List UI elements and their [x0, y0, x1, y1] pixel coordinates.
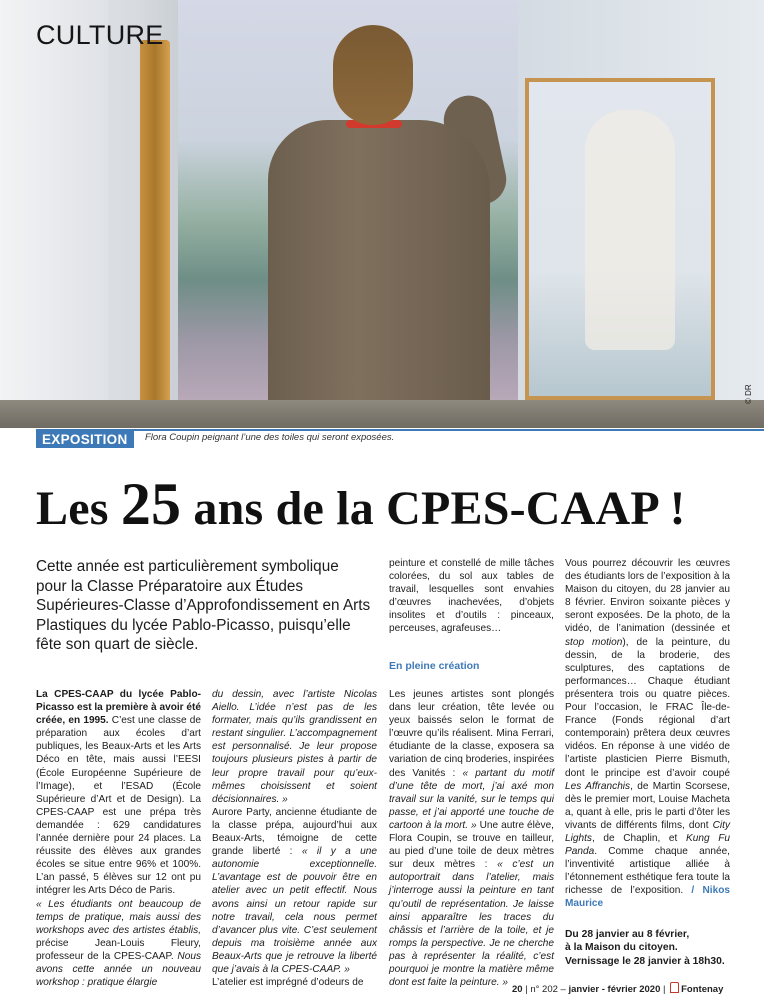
- subheading: En pleine création: [389, 660, 480, 672]
- page-number: 20: [512, 984, 523, 995]
- col2-quote: du dessin, avec l’artiste Nicolas Aiello. L’idée n’est pas de les formater, mais qu’ils grandissent en restant singulier. L’accompagnement est personnalisé. Je leur propose toujours plusieurs pistes à partir de leur propre travail pour qu’eux-mêmes choisissent et soient décisionnaires. »: [212, 689, 377, 805]
- town-logo-icon: [670, 982, 679, 993]
- col4-text3: , de Martin Scorsese, dès le premier mort, Louise Macheta a, quant à elle, pris le parti d’ôter les vivants de différents films, dont: [565, 780, 730, 831]
- photo-painter-head: [333, 25, 413, 125]
- photo-wall: [0, 0, 108, 428]
- col3b-quote: « partant du motif d’une tête de mort, j’ai axé mon travail sur la vanité, sur le temps qui passe, et j’ai apporté une touche de cartoon à la mort. »: [389, 767, 555, 831]
- col4-ital1: stop motion: [565, 636, 623, 648]
- headline-number: 25: [120, 471, 182, 537]
- photo-credit: © DR: [744, 384, 753, 404]
- article-headline: [36, 470, 686, 539]
- col2-text2: L’atelier est imprégné d’odeurs de: [212, 977, 364, 989]
- brand-name: Fontenay: [681, 984, 724, 995]
- article-column-3: [389, 688, 554, 989]
- dates-line-2: à la Maison du citoyen.: [565, 942, 678, 954]
- col2-quote2: « il y a une autonomie exceptionnelle. L’avantage est de pouvoir être en atelier avec un petit effectif. Nous avons ainsi un retour rapide sur notre travail, cela nous permet d’avancer plus vite. C’est seulement depuis ma troisième année aux Beaux-Arts que je retrouve la liberté que j’avais à la CPES-CAAP. »: [212, 846, 378, 975]
- article-lead: Cette année est particulièrement symbolique pour la Classe Préparatoire aux Études Supérieures-Classe d’Approfondissement en Arts Plastiques du lycée Pablo-Picasso, puisqu’elle fête son quart de siècle.: [36, 558, 371, 654]
- issue-number: n° 202 –: [530, 984, 566, 995]
- photo-floor: [0, 400, 764, 428]
- col4-text2: ), de la peinture, du dessin, de la broderie, des sculptures, des captations de performances… Chaque étudiant présentera trois ou quatre pièces. Pour l’occasion, le FRAC Île-de-France (Fonds régional d’art contemporain) prêtera deux œuvres vidéos. En réponse à une vidéo de l’artiste plasticien Pierre Bismuth, dont le principe est d’avoir coupé: [565, 636, 730, 779]
- col3b-text: Les jeunes artistes sont plongés dans leur création, tête levée ou yeux baissés selon le format de l’œuvre qu’ils réalisent. Mina Ferrari, étudiante de la classe, exposera sa variation de cinq broderies, inspirées des Vanités :: [389, 689, 554, 779]
- col4-ital4: Kung Fu Panda: [565, 832, 730, 858]
- section-label: CULTURE: [36, 20, 164, 50]
- photo-painter: [268, 120, 490, 420]
- issue-date: janvier - février 2020: [568, 984, 661, 995]
- page-footer: 20 | n° 202 – janvier - février 2020 | Fontenay: [512, 984, 724, 995]
- col4-text5: . Comme chaque année, l’inventivité artistique alliée à l’étonnement esthétique fera toute la richesse de l’exposition.: [565, 846, 730, 897]
- col2-text: Aurore Party, ancienne étudiante de la classe prépa, aujourd’hui aux Beaux-Arts, témoigne de cette grande liberté :: [212, 806, 377, 858]
- article-column-3-top: [389, 557, 554, 636]
- photo-self-portrait: [585, 110, 675, 350]
- col1-quote: « Les étudiants ont beaucoup de temps de pratique, mais aussi des workshops avec des artistes établis,: [36, 898, 201, 936]
- col3a-text: peinture et constellé de mille tâches colorées, du sol aux tables de travail, lesquelles sont envahies d’œuvres inachevées, d’objets insolites et d’outils : pinceaux, perceuses, agrafeuses…: [389, 558, 554, 635]
- photo-caption: Flora Coupin peignant l’une des toiles qui seront exposées.: [145, 432, 395, 443]
- dates-line-1: Du 28 janvier au 8 février,: [565, 929, 690, 940]
- exposition-tag: EXPOSITION: [36, 431, 134, 448]
- col3b-quote2: « c’est un autoportrait dans l’atelier, mais j’interroge aussi la peinture en tant qu’outil de représentation. Je laisse ainsi apparaître les traces du châssis et l’arrière de la toile, et je romps la perspective. Je ne cherche pas à représenter la réalité, c’est pourquoi je montre la matière même dont est faite la peinture. »: [389, 859, 554, 989]
- col1-bold: La CPES-CAAP du lycée Pablo-Picasso est la première à avoir été créée, en 1995.: [36, 689, 201, 727]
- photo-wooden-pole: [140, 40, 170, 428]
- col1-attrib: précise Jean-Louis Fleury, professeur de la CPES-CAAP.: [36, 937, 201, 962]
- col4-ital3: City Lights: [565, 819, 731, 844]
- col4-text4: , de Chaplin, et: [591, 832, 678, 844]
- col3b-text2: Une autre élève, Flora Coupin, se trouve en tailleur, au pied d’une toile de deux mètres sur deux mètres :: [389, 819, 554, 871]
- hero-photo: [0, 0, 764, 428]
- article-author: / Nikos Maurice: [565, 885, 730, 910]
- dates-line-3: Vernissage le 28 janvier à 18h30.: [565, 955, 725, 967]
- col4-ital2: Les Affranchis: [565, 780, 631, 792]
- col1-quote2: Nous avons cette année un nouveau workshop : pratique élargie: [36, 950, 201, 989]
- article-column-2: [212, 688, 377, 989]
- headline-pre: Les: [36, 482, 121, 535]
- caption-rule: [36, 429, 764, 431]
- col1-text: C’est une classe de préparation aux écoles d’art publiques, les Beaux-Arts et les Arts Déco en tête, mais aussi l’EESI (École Européenne Supérieure de l’Image), et l’ESAD (École Supérieure d’Art et de Design). La CPES-CAAP est une prépa très demandée : 629 candidatures l’année dernière pour 24 places. La réussite des élèves aux grandes écoles se situe entre 96% et 100%. L’an passé, 5 élèves sur 12 ont pu intégrer les Arts Déco de Paris.: [36, 715, 201, 897]
- headline-post: ans de la CPES-CAAP !: [181, 482, 686, 535]
- col4-text: Vous pourrez découvrir les œuvres des étudiants lors de l’exposition à la Maison du citoyen, du 28 janvier au 8 février. Environ soixante pièces y seront exposées. De la photo, de la vidéo, de l’animation (dessinée et: [565, 558, 730, 635]
- article-column-1: [36, 688, 201, 989]
- event-dates: [565, 928, 755, 968]
- article-column-4: [565, 557, 730, 911]
